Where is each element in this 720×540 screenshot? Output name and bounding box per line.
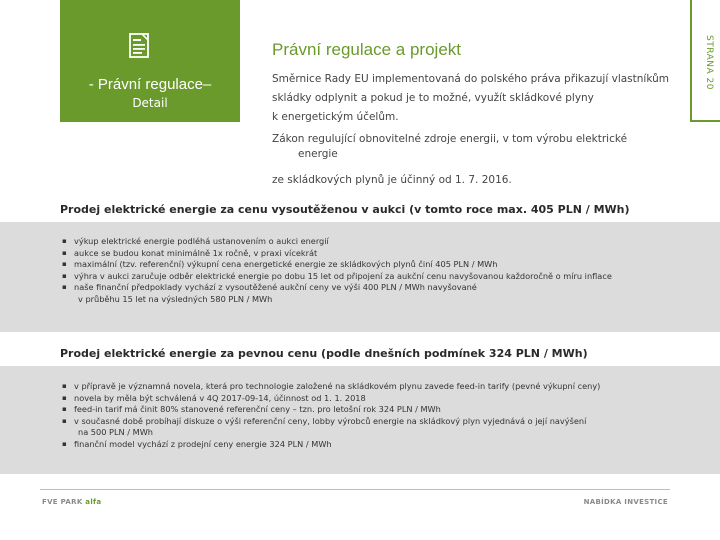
list-item: ▪ výkup elektrické energie podléhá ustanovením o aukci energií [62,236,692,248]
footer-logo-main: FVE PARK [42,498,83,506]
law-line-2: energie [298,148,338,160]
list-item: ▪ v přípravě je významná novela, která pro technologie založené na skládkovém plynu zavede feed-in tarify (pevné výkupní ceny) [62,381,692,393]
list-item-continuation: v průběhu 15 let na výsledných 580 PLN / MWh [78,293,273,304]
sidebar-title: - Právní regulace– [88,76,212,93]
intro-line-3: k energetickým účelům. [272,111,399,123]
list-item: ▪ finanční model vychází z prodejní ceny energie 324 PLN / MWh [62,439,692,451]
document-icon [128,33,152,59]
intro-line-1: Směrnice Rady EU implementovaná do polského práva přikazují vlastníkům [272,73,669,85]
footer-logo [42,498,101,506]
list-item: ▪ novela by měla být schválená v 4Q 2017-09-14, účinnost od 1. 1. 2018 [62,393,692,405]
list-item: ▪ výhra v aukci zaručuje odběr elektrické energie po dobu 15 let od připojení za aukční cenu navyšovanou každoročně o míru inflace [62,271,692,283]
list-item-text: naše finanční předpoklady vychází z vysoutěžené aukční ceny ve výši 400 PLN / MWh navyšované [74,282,477,292]
law-line-1: Zákon regulující obnovitelné zdroje energii, v tom výrobu elektrické [272,133,628,145]
list-item: ▪ maximální (tzv. referenční) výkupní cena energetické energie ze skládkových plynů činí 405 PLN / MWh [62,259,692,271]
section-auction-title: Prodej elektrické energie za cenu vysoutěženou v aukci (v tomto roce max. 405 PLN / MWh) [60,203,630,216]
list-item [62,282,692,305]
footer-logo-accent: alfa [85,498,102,506]
law-paragraph [272,132,652,188]
page-label: STRANA 20 [704,34,714,90]
intro-paragraph [272,70,672,127]
list-item [62,416,692,439]
law-line-3: ze skládkových plynů je účinný od 1. 7. 2016. [272,174,512,186]
section-fixed-list [62,381,692,450]
intro-line-2: skládky odplynit a pokud je to možné, využít skládkové plyny [272,92,594,104]
page-title: Právní regulace a projekt [272,40,461,59]
list-item-continuation: na 500 PLN / MWh [78,427,153,437]
list-item: ▪ aukce se budou konat minimálně 1x ročně, v praxi vícekrát [62,248,692,260]
footer-divider [40,489,670,490]
section-auction-list [62,236,692,305]
list-item: ▪ feed-in tarif má činit 80% stanovené referenční ceny – tzn. pro letošní rok 324 PLN / MWh [62,404,692,416]
list-item-text: v současné době probíhají diskuze o výši referenční ceny, lobby výrobců energie na skládkový plyn vyjednává o její navýšení [74,415,587,426]
footer-right-label: NABÍDKA INVESTICE [583,498,668,506]
section-fixed-title: Prodej elektrické energie za pevnou cenu (podle dnešních podmínek 324 PLN / MWh) [60,347,588,360]
sidebar-subtitle: Detail [132,96,168,110]
